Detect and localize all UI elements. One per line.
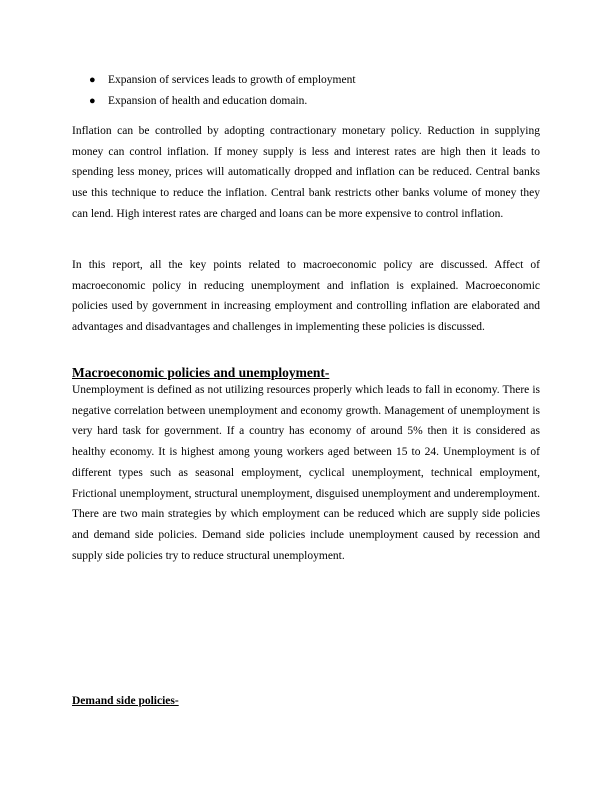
list-item <box>72 91 540 112</box>
list-item <box>72 70 540 91</box>
section-heading-demand-side: Demand side policies- <box>72 695 179 707</box>
inflation-paragraph: Inflation can be controlled by adopting contractionary monetary policy. Reduction in supplying money can control inflation. If money supply is less and interest rates are high then it leads to spending less money, prices will automatically dropped and inflation can be reduced. Central banks use this technique to reduce the inflation. Central bank restricts other banks volume of money they can lend. High interest rates are charged and loans can be more expensive to control inflation. <box>72 125 540 220</box>
unemployment-paragraph: Unemployment is defined as not utilizing resources properly which leads to fall in economy. There is negative correlation between unemployment and economy growth. Management of unemployment is very hard task for government. If a country has economy of around 5% then it is considered as healthy economy. It is highest among young workers aged between 15 to 24. Unemployment is of different types such as seasonal employment, cyclical unemployment, technical employment, Frictional unemployment, structural unemployment, disguised unemployment and underemployment. There are two main strategies by which employment can be reduced which are supply side policies and demand side policies. Demand side policies include unemployment caused by recession and supply side policies try to reduce structural unemployment. <box>72 384 540 562</box>
bullet-icon: ● <box>89 95 96 107</box>
bullet-list <box>72 70 540 112</box>
bullet-icon: ● <box>89 74 96 86</box>
bullet-text: Expansion of health and education domain. <box>108 95 308 107</box>
bullet-text: Expansion of services leads to growth of employment <box>108 74 356 86</box>
section-heading-macroeconomic: Macroeconomic policies and unemployment- <box>72 365 330 380</box>
report-paragraph: In this report, all the key points related to macroeconomic policy are discussed. Affect of macroeconomic policy in reducing unemployment and inflation is explained. Macroeconomic policies used by government in increasing employment and controlling inflation are elaborated and advantages and disadvantages and challenges in implementing these policies is discussed. <box>72 259 540 334</box>
